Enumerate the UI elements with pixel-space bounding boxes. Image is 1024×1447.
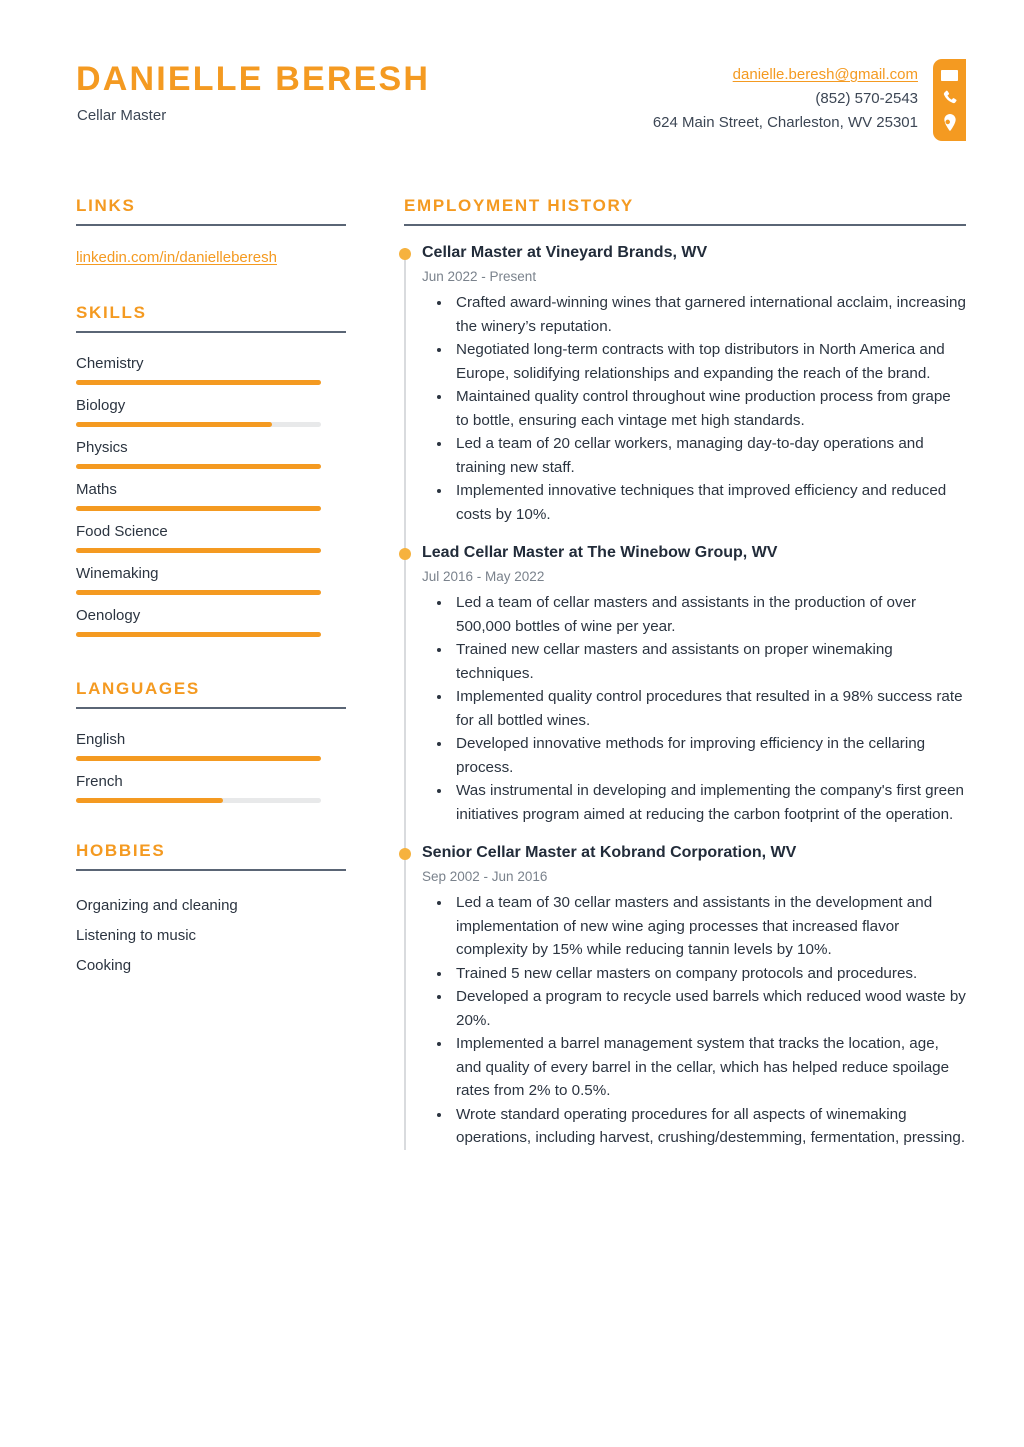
section-links <box>76 196 346 269</box>
links-heading: LINKS <box>76 196 136 215</box>
hobby-item: Cooking <box>76 957 132 974</box>
job-entry <box>404 542 966 826</box>
skill-bar-track <box>76 590 321 595</box>
language-label: English <box>76 731 126 748</box>
skill-label: Physics <box>76 439 128 456</box>
skill-label: Food Science <box>76 523 168 540</box>
job-bullet: • Negotiated long-term contracts with top distributors in North America and Europe, solidifying relationships and expanding the reach of the brand. <box>452 338 966 385</box>
employment-timeline <box>404 242 966 1150</box>
job-bullet: • Wrote standard operating procedures for all aspects of winemaking operations, including harvest, crushing/destemming, fermentation, pressing. <box>452 1103 966 1150</box>
contact-phone: (852) 570-2543 <box>815 90 918 107</box>
skill-bar-track <box>76 380 321 385</box>
links-list <box>76 247 346 269</box>
hobby-item: Listening to music <box>76 927 197 944</box>
job-bullet: • Led a team of cellar masters and assistants in the production of over 500,000 bottles of wine per year. <box>452 591 966 638</box>
skill-label: Maths <box>76 481 117 498</box>
skill-row <box>76 435 346 469</box>
skill-bar-fill <box>76 464 321 469</box>
skill-row <box>76 351 346 385</box>
link-item[interactable]: linkedin.com/in/danielleberesh <box>76 249 277 266</box>
envelope-icon <box>941 69 958 82</box>
job-bullet: • Implemented innovative techniques that improved efficiency and reduced costs by 10%. <box>452 479 966 526</box>
contact-block <box>653 63 918 135</box>
hobbies-heading: HOBBIES <box>76 841 166 860</box>
skill-row <box>76 477 346 511</box>
job-bullet: • Was instrumental in developing and implementing the company's first green initiatives program aimed at reducing the carbon footprint of the operation. <box>452 779 966 826</box>
job-bullets <box>452 291 966 526</box>
job-bullet: • Maintained quality control throughout wine production process from grape to bottle, ensuring each vintage met high standards. <box>452 385 966 432</box>
skills-rule <box>76 331 346 333</box>
skill-bar-fill <box>76 590 321 595</box>
job-dates: Jun 2022 - Present <box>422 269 537 284</box>
section-hobbies <box>76 841 346 981</box>
job-bullet: • Implemented quality control procedures that resulted in a 98% success rate for all bottled wines. <box>452 685 966 732</box>
skill-bar-fill <box>76 632 321 637</box>
hobbies-rule <box>76 869 346 871</box>
hobbies-list <box>76 891 346 981</box>
employment-heading: EMPLOYMENT HISTORY <box>404 196 634 215</box>
job-bullet: • Trained 5 new cellar masters on company protocols and procedures. <box>452 962 966 986</box>
language-bar-track <box>76 798 321 803</box>
job-title: Cellar Master at Vineyard Brands, WV <box>422 244 708 261</box>
skill-label: Biology <box>76 397 126 414</box>
links-rule <box>76 224 346 226</box>
job-title: Lead Cellar Master at The Winebow Group, WV <box>422 544 778 561</box>
page-title: DANIELLE BERESH <box>76 60 431 98</box>
skill-bar-track <box>76 548 321 553</box>
hobby-item: Organizing and cleaning <box>76 897 238 914</box>
skill-bar-track <box>76 632 321 637</box>
languages-rule <box>76 707 346 709</box>
job-bullet: • Implemented a barrel management system that tracks the location, age, and quality of every barrel in the cellar, which has helped reduce spoilage rates from 2% to 0.5%. <box>452 1032 966 1103</box>
skills-heading: SKILLS <box>76 303 147 322</box>
language-row <box>76 769 346 803</box>
skill-bar-fill <box>76 548 321 553</box>
timeline-dot-icon <box>399 548 411 560</box>
employment-rule <box>404 224 966 226</box>
contact-email[interactable]: danielle.beresh@gmail.com <box>732 66 918 83</box>
section-skills <box>76 303 346 637</box>
timeline-dot-icon <box>399 248 411 260</box>
job-entry <box>404 242 966 526</box>
skill-row <box>76 519 346 553</box>
header-job-title: Cellar Master <box>77 107 167 124</box>
skill-bar-track <box>76 464 321 469</box>
job-dates: Sep 2002 - Jun 2016 <box>422 869 548 884</box>
language-bar-fill <box>76 756 321 761</box>
location-pin-icon <box>943 114 957 131</box>
spacer <box>76 645 346 679</box>
phone-icon <box>942 90 958 106</box>
job-bullet: • Trained new cellar masters and assistants on proper winemaking techniques. <box>452 638 966 685</box>
spacer <box>76 811 346 841</box>
skill-bar-fill <box>76 380 321 385</box>
job-bullets <box>452 591 966 826</box>
skill-label: Oenology <box>76 607 141 624</box>
skill-row <box>76 393 346 427</box>
language-bar-track <box>76 756 321 761</box>
skill-row <box>76 603 346 637</box>
contact-icon-tab <box>933 59 966 141</box>
job-bullet: • Led a team of 30 cellar masters and assistants in the development and implementation of new wine aging processes that increased flavor complexity by 15% while reducing tannin levels by 10%. <box>452 891 966 962</box>
skill-bar-track <box>76 506 321 511</box>
job-bullet: • Developed a program to recycle used barrels which reduced wood waste by 20%. <box>452 985 966 1032</box>
skill-label: Winemaking <box>76 565 159 582</box>
skill-bar-fill <box>76 422 272 427</box>
job-bullet: • Led a team of 20 cellar workers, managing day-to-day operations and training new staff. <box>452 432 966 479</box>
languages-list <box>76 727 346 803</box>
skills-list <box>76 351 346 637</box>
main-column <box>404 196 966 1166</box>
sidebar <box>76 196 346 981</box>
job-title: Senior Cellar Master at Kobrand Corporation, WV <box>422 844 797 861</box>
language-row <box>76 727 346 761</box>
language-bar-fill <box>76 798 223 803</box>
timeline-dot-icon <box>399 848 411 860</box>
resume-header <box>0 0 1024 175</box>
skill-row <box>76 561 346 595</box>
job-bullets <box>452 891 966 1150</box>
job-dates: Jul 2016 - May 2022 <box>422 569 545 584</box>
job-bullet: • Crafted award-winning wines that garnered international acclaim, increasing the winery’s reputation. <box>452 291 966 338</box>
section-languages <box>76 679 346 803</box>
job-entry <box>404 842 966 1150</box>
contact-address: 624 Main Street, Charleston, WV 25301 <box>652 114 918 131</box>
language-label: French <box>76 773 123 790</box>
skill-bar-fill <box>76 506 321 511</box>
job-bullet: • Developed innovative methods for improving efficiency in the cellaring process. <box>452 732 966 779</box>
spacer <box>76 269 346 303</box>
skill-label: Chemistry <box>76 355 144 372</box>
skill-bar-track <box>76 422 321 427</box>
languages-heading: LANGUAGES <box>76 679 200 698</box>
